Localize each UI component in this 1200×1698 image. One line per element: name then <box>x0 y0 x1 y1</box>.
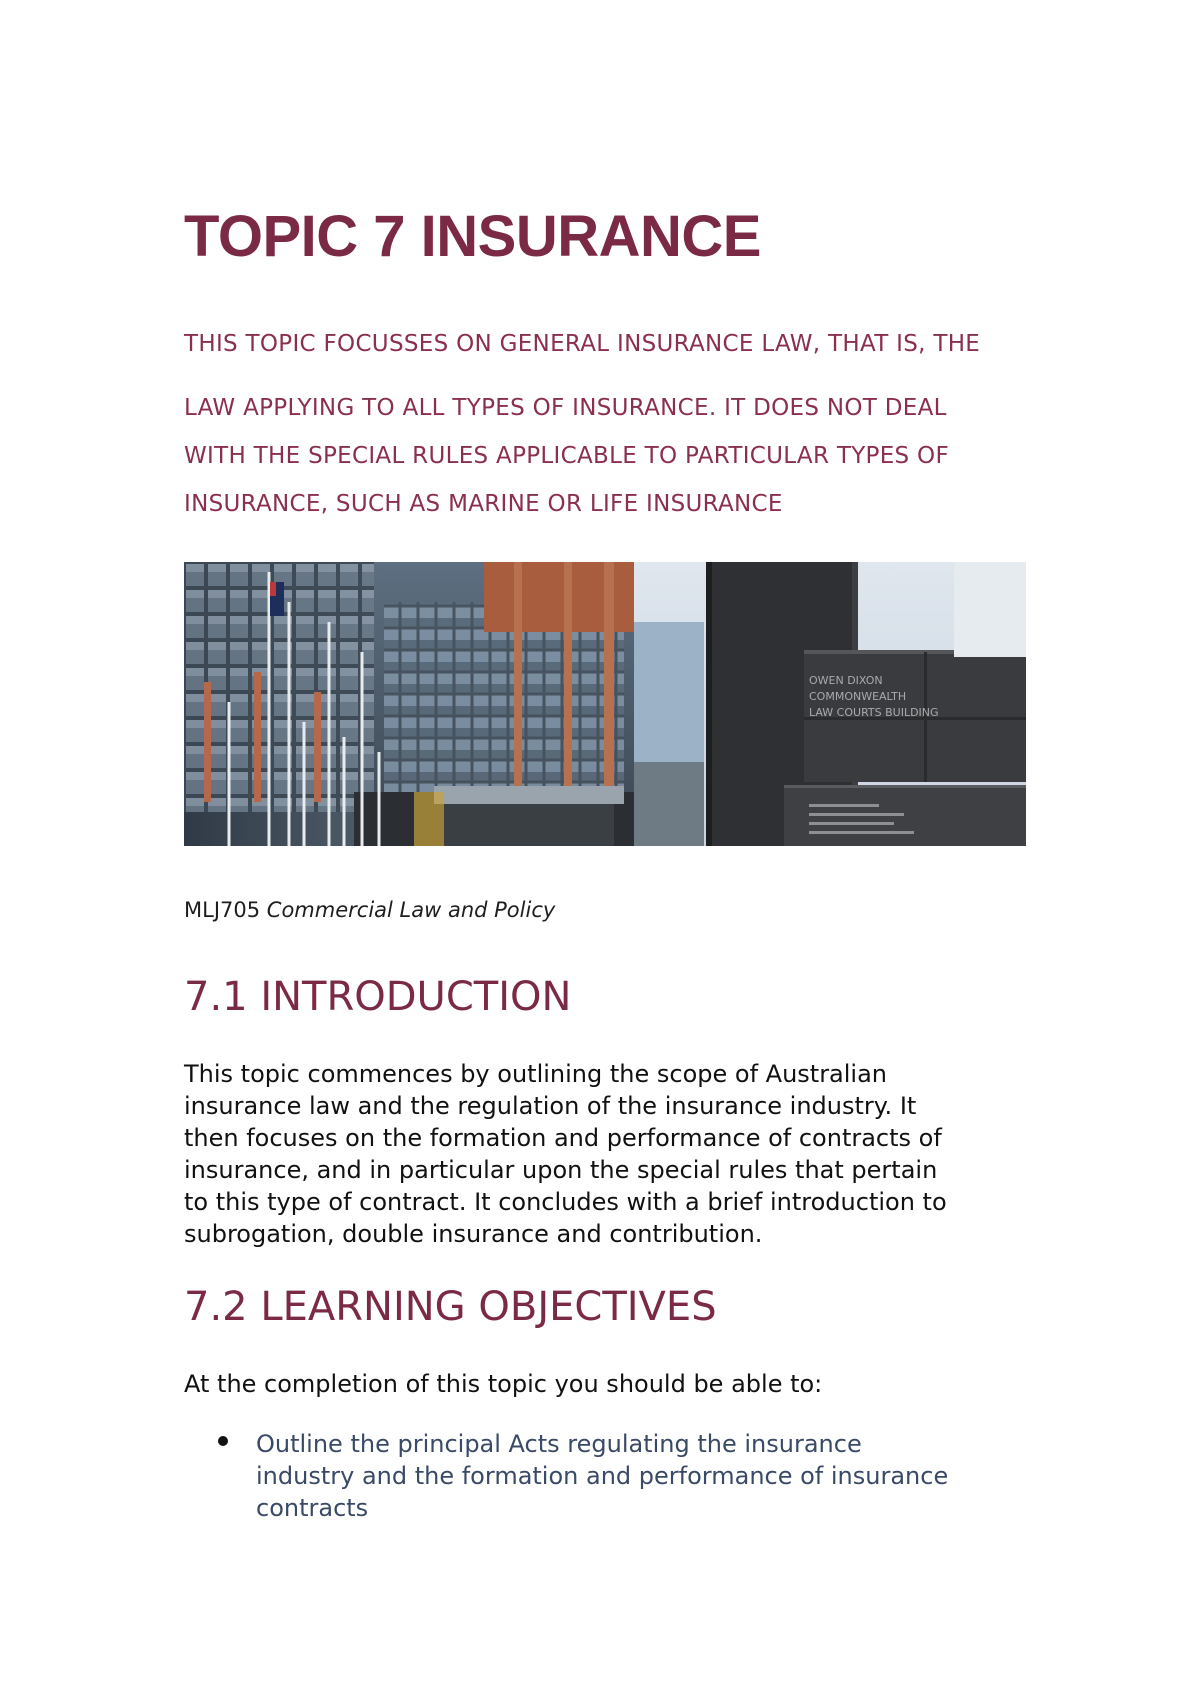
introduction-paragraph <box>184 1058 1034 1250</box>
law-courts-building-photo <box>184 562 1026 846</box>
section-heading-learning-objectives: 7.2 LEARNING OBJECTIVES <box>184 1284 717 1330</box>
sign-line-1: OWEN DIXON <box>809 674 883 687</box>
paragraph-line: subrogation, double insurance and contribution. <box>184 1220 763 1248</box>
paragraph-line: insurance, and in particular upon the special rules that pertain <box>184 1156 938 1184</box>
objective-line: industry and the formation and performance of insurance <box>256 1462 949 1490</box>
objective-line: contracts <box>256 1494 369 1522</box>
page-title: TOPIC 7 INSURANCE <box>184 204 761 269</box>
sign-line-2: COMMONWEALTH <box>809 690 907 703</box>
topic-summary-line: INSURANCE, SUCH AS MARINE OR LIFE INSURANCE <box>184 491 783 517</box>
objective-line: Outline the principal Acts regulating the insurance <box>256 1430 862 1458</box>
list-item <box>214 1428 1034 1524</box>
objectives-lead: At the completion of this topic you should be able to: <box>184 1370 823 1398</box>
paragraph-line: insurance law and the regulation of the insurance industry. It <box>184 1092 917 1120</box>
course-label <box>184 895 555 925</box>
course-code: MLJ705 <box>184 898 261 922</box>
section-heading-introduction: 7.1 INTRODUCTION <box>184 974 572 1020</box>
course-name: Commercial Law and Policy <box>266 898 556 922</box>
topic-summary-line: LAW APPLYING TO ALL TYPES OF INSURANCE. IT DOES NOT DEAL <box>184 395 947 421</box>
topic-summary <box>184 320 1034 528</box>
objective-text <box>256 1428 1034 1524</box>
sign-line-3: LAW COURTS BUILDING <box>809 706 939 719</box>
bullet-icon <box>218 1436 228 1446</box>
topic-summary-line: THIS TOPIC FOCUSSES ON GENERAL INSURANCE LAW, THAT IS, THE <box>184 331 981 357</box>
topic-summary-line: WITH THE SPECIAL RULES APPLICABLE TO PARTICULAR TYPES OF <box>184 443 949 469</box>
paragraph-line: to this type of contract. It concludes with a brief introduction to <box>184 1188 947 1216</box>
paragraph-line: This topic commences by outlining the scope of Australian <box>184 1060 888 1088</box>
objectives-list <box>214 1428 1034 1524</box>
paragraph-line: then focuses on the formation and performance of contracts of <box>184 1124 942 1152</box>
